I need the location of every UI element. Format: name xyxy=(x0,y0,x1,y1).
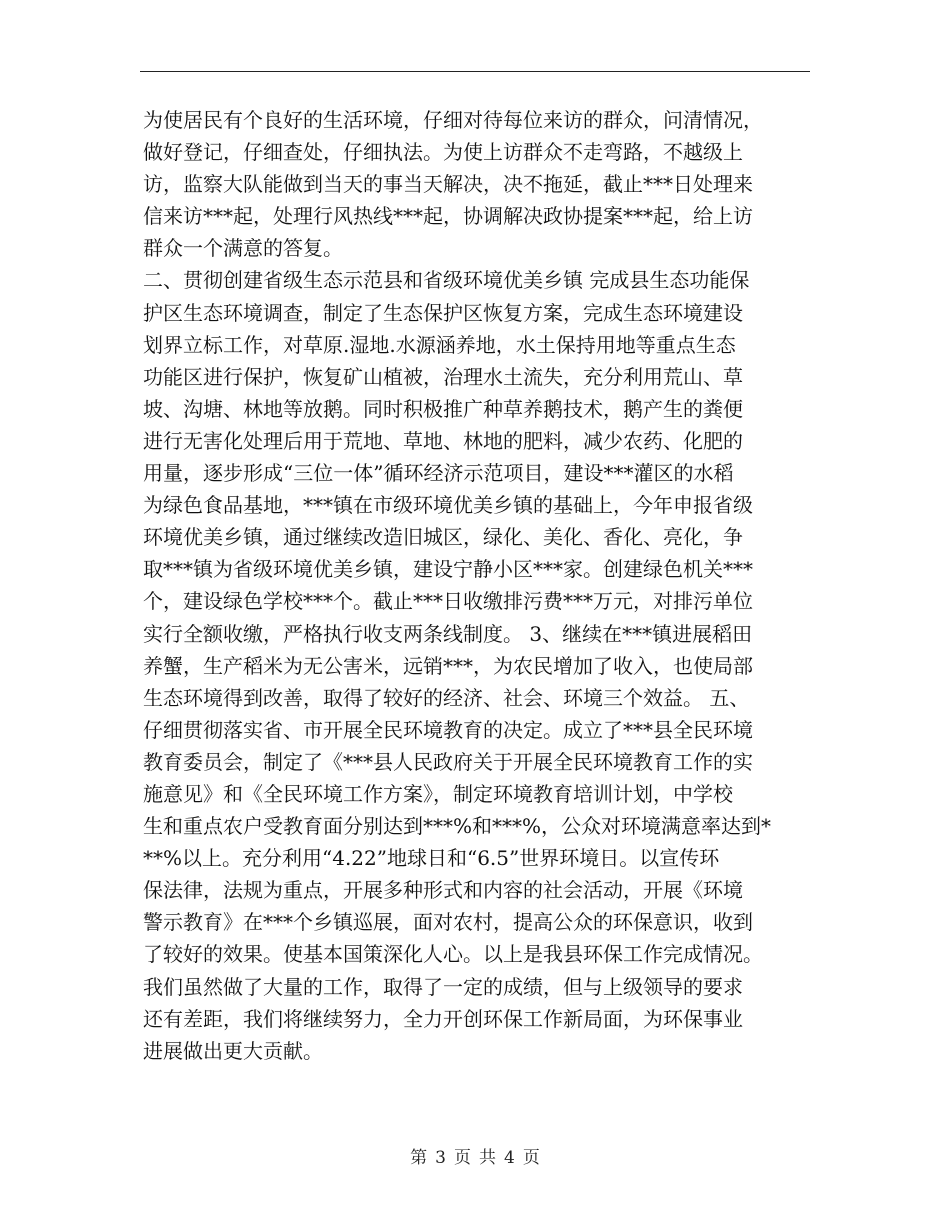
text-line: 划界立标工作，对草原.湿地.水源涵养地，水土保持用地等重点生态 xyxy=(143,332,736,357)
text-line: 生和重点农户受教育面分别达到***%和***%，公众对环境满意率达到* xyxy=(143,814,772,839)
text-line: 为绿色食品基地，***镇在市级环境优美乡镇的基础上，今年申报省级 xyxy=(143,493,753,518)
page-footer xyxy=(0,1147,950,1169)
footer-page-label: 页 xyxy=(454,1148,471,1168)
text-line: 警示教育》在***个乡镇巡展，面对农村，提高公众的环保意识，收到 xyxy=(143,910,753,935)
text-line: 用量，逐步形成“三位一体”循环经济示范项目，建设***灌区的水稻 xyxy=(143,461,734,486)
text-line: 还有差距，我们将继续努力，全力开创环保工作新局面，为环保事业 xyxy=(143,1006,743,1031)
text-line: 仔细贯彻落实省、市开展全民环境教育的决定。成立了***县全民环境 xyxy=(143,717,753,742)
header-rule xyxy=(140,71,810,72)
text-line: 生态环境得到改善，取得了较好的经济、社会、环境三个效益。 五、 xyxy=(143,685,750,710)
text-line: 我们虽然做了大量的工作，取得了一定的成绩，但与上级领导的要求 xyxy=(143,974,743,999)
footer-prefix: 第 xyxy=(410,1148,428,1168)
text-line: 做好登记，仔细查处，仔细执法。为使上访群众不走弯路，不越级上 xyxy=(143,140,743,165)
text-line: 护区生态环境调查，制定了生态保护区恢复方案，完成生态环境建设 xyxy=(143,300,743,325)
text-line: 进行无害化处理后用于荒地、草地、林地的肥料，减少农药、化肥的 xyxy=(143,428,743,453)
text-line: 养蟹，生产稻米为无公害米，远销***，为农民增加了收入，也使局部 xyxy=(143,653,753,678)
text-line: 进展做出更大贡献。 xyxy=(143,1038,323,1063)
text-line: 个，建设绿色学校***个。截止***日收缴排污费***万元，对排污单位 xyxy=(143,589,753,614)
current-page-number: 3 xyxy=(435,1148,446,1168)
total-page-number: 4 xyxy=(504,1148,515,1168)
text-line: 取***镇为省级环境优美乡镇，建设宁静小区***家。创建绿色机关*** xyxy=(143,557,753,582)
footer-suffix: 页 xyxy=(522,1148,540,1168)
text-line: 坡、沟塘、林地等放鹅。同时积极推广种草养鹅技术，鹅产生的粪便 xyxy=(143,396,743,421)
text-line: **%以上。充分利用“4.22”地球日和“6.5”世界环境日。以宣传环 xyxy=(143,846,720,871)
text-line: 信来访***起，处理行风热线***起，协调解决政协提案***起，给上访 xyxy=(143,204,753,229)
text-line: 了较好的效果。使基本国策深化人心。以上是我县环保工作完成情况。 xyxy=(143,942,763,967)
text-line: 施意见》和《全民环境工作方案》，制定环境教育培训计划，中学校 xyxy=(143,781,733,806)
text-line: 为使居民有个良好的生活环境，仔细对待每位来访的群众，问清情况， xyxy=(143,108,763,132)
text-line: 环境优美乡镇，通过继续改造旧城区，绿化、美化、香化、亮化，争 xyxy=(143,525,743,550)
body-text xyxy=(143,104,813,1067)
text-line: 访，监察大队能做到当天的事当天解决，决不拖延，截止***日处理来 xyxy=(143,172,753,197)
footer-total-label: 共 xyxy=(479,1148,496,1168)
text-line: 群众一个满意的答复。 xyxy=(143,236,343,261)
text-line: 实行全额收缴，严格执行收支两条线制度。 3、继续在***镇进展稻田 xyxy=(143,621,753,646)
text-line: 保法律，法规为重点，开展多种形式和内容的社会活动，开展《环境 xyxy=(143,878,743,903)
text-line: 功能区进行保护，恢复矿山植被，治理水土流失，充分利用荒山、草 xyxy=(143,364,743,389)
text-line: 二、贯彻创建省级生态示范县和省级环境优美乡镇 完成县生态功能保 xyxy=(143,268,750,293)
text-line: 教育委员会，制定了《***县人民政府关于开展全民环境教育工作的实 xyxy=(143,749,753,774)
